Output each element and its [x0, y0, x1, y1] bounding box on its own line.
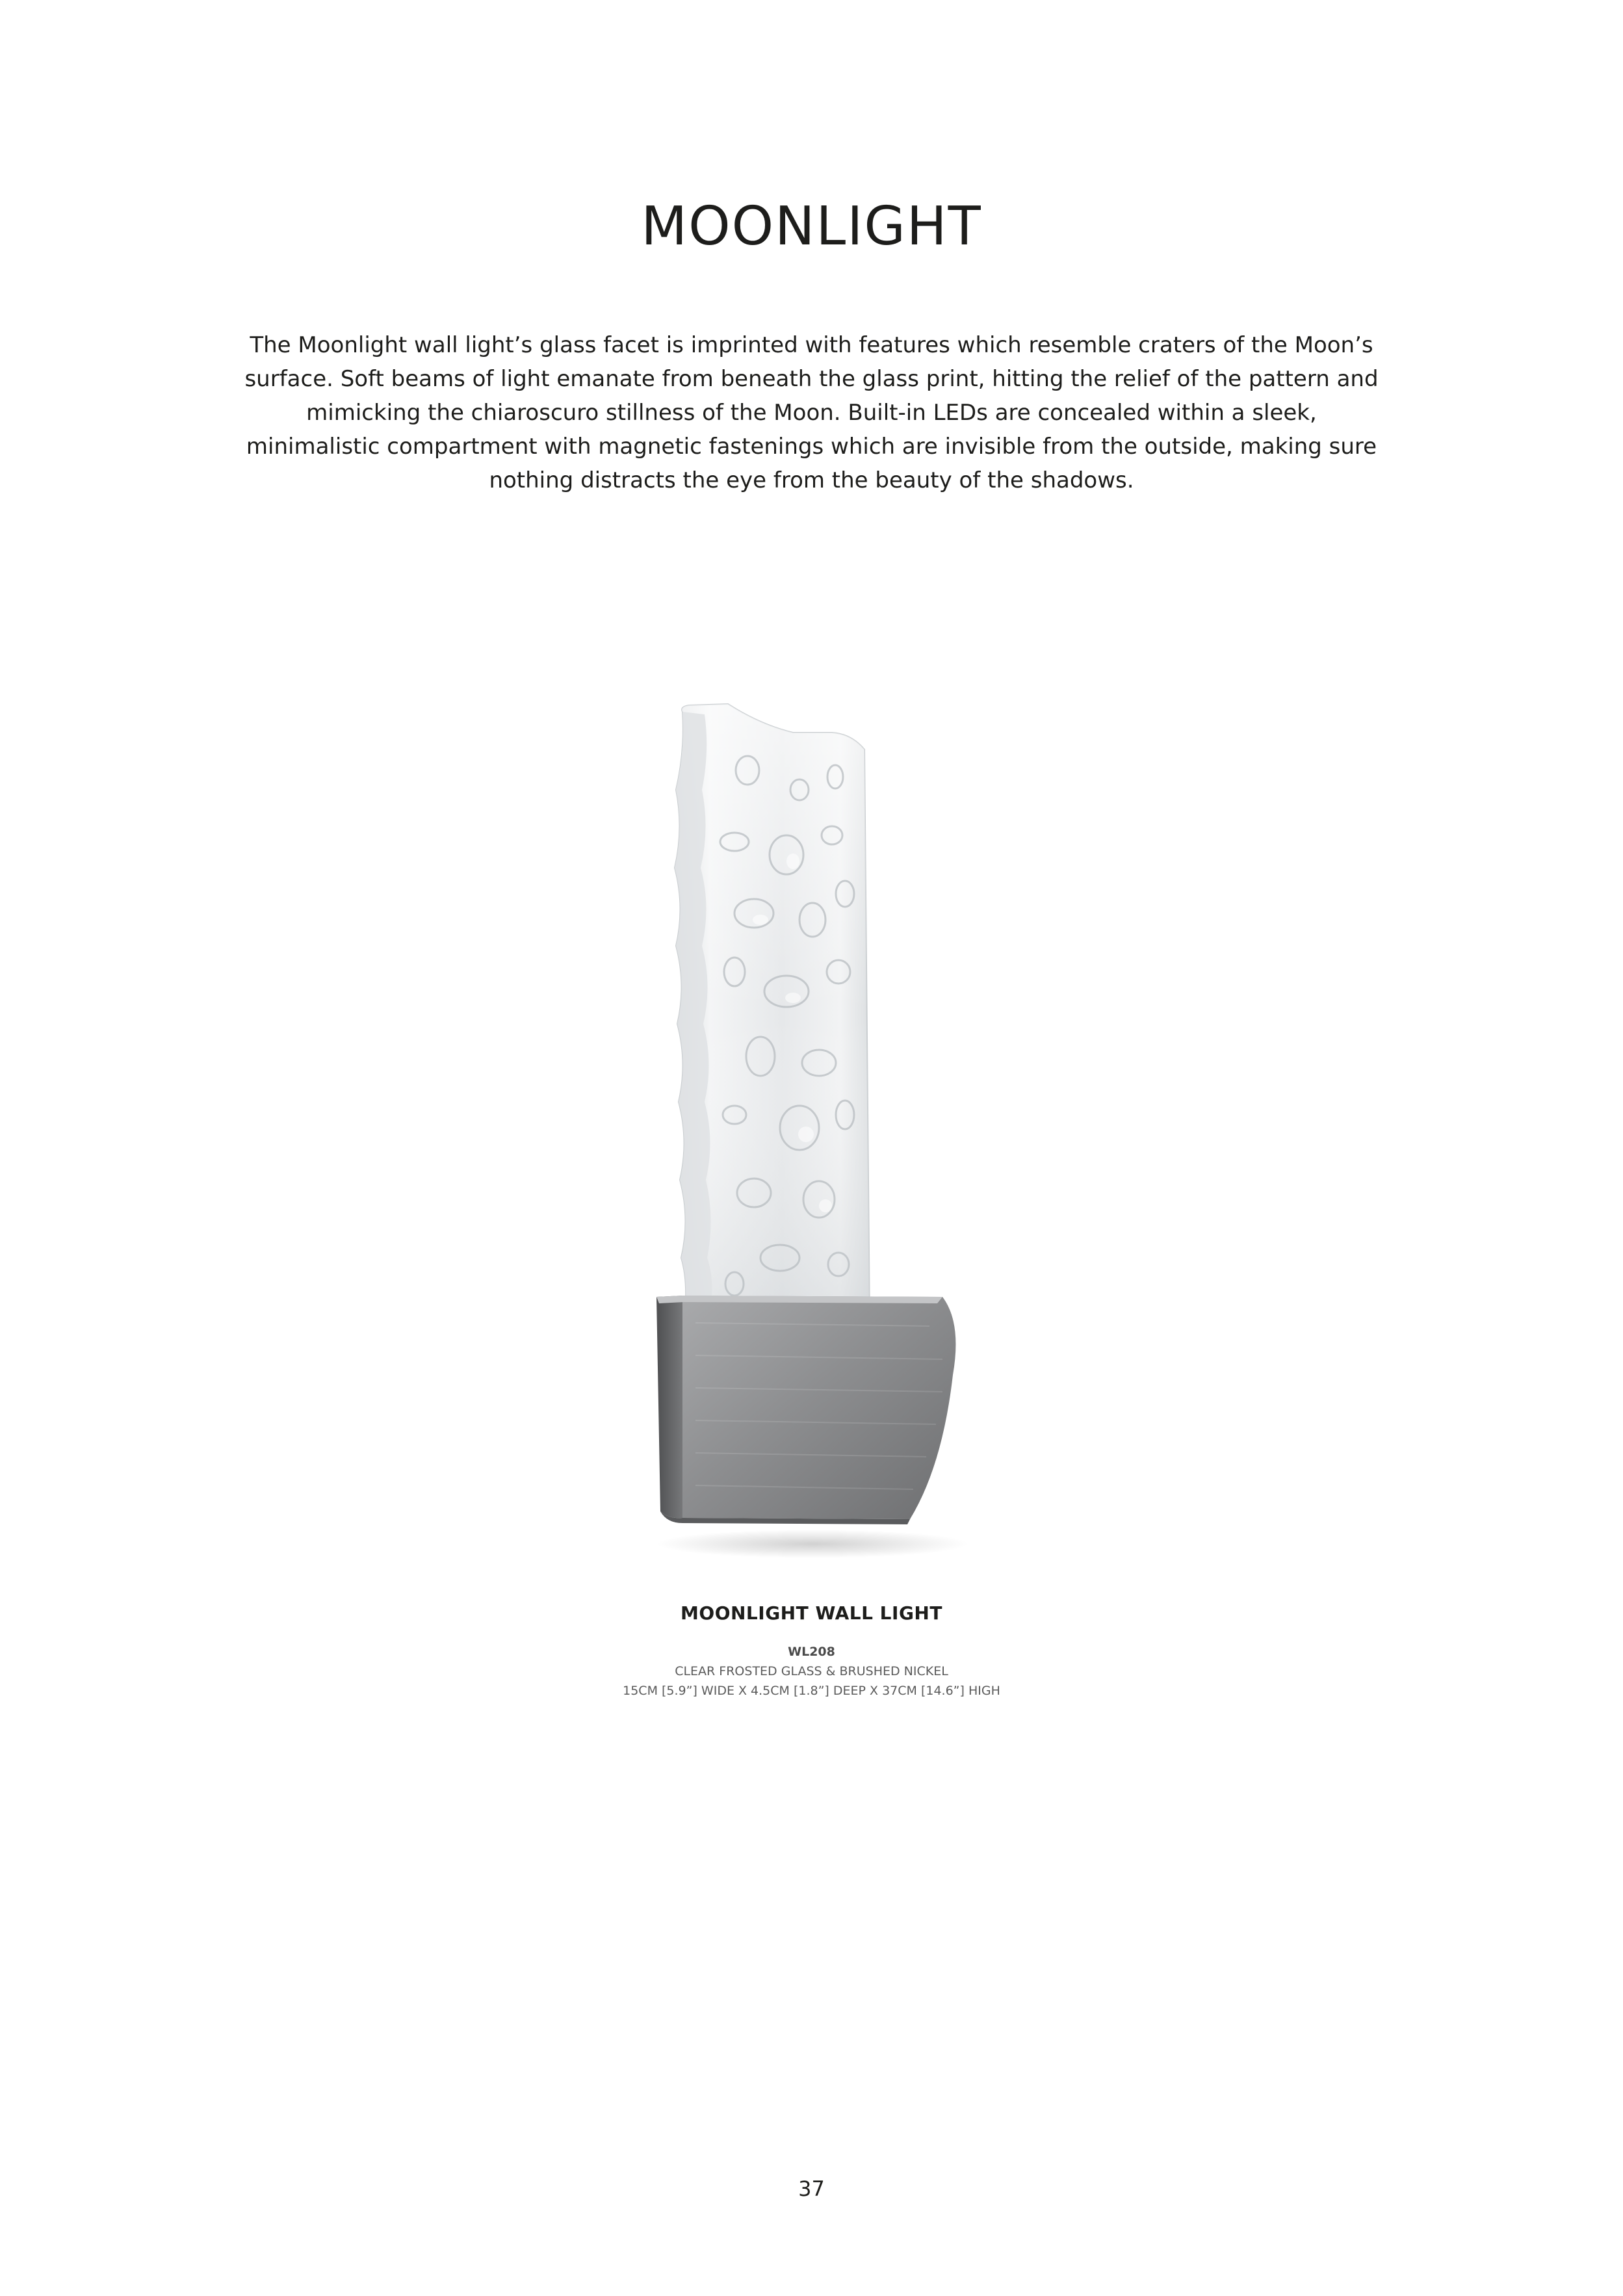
- frosted-glass-panel: [675, 704, 870, 1323]
- product-image: [637, 699, 1001, 1563]
- brushed-nickel-base: [656, 1296, 955, 1524]
- product-code: WL208: [788, 1645, 835, 1659]
- product-dimensions: 15CM [5.9”] WIDE X 4.5CM [1.8”] DEEP X 37CM [14.6”] HIGH: [623, 1684, 1000, 1698]
- product-material: CLEAR FROSTED GLASS & BRUSHED NICKEL: [675, 1664, 948, 1678]
- product-caption: [0, 1602, 1623, 1701]
- product-name: MOONLIGHT WALL LIGHT: [681, 1602, 942, 1624]
- page-number: 37: [798, 2176, 825, 2201]
- product-description: The Moonlight wall light’s glass facet is imprinted with features which resemble craters of the Moon’s surface. Soft beams of light emanate from beneath the glass print, hitting the relief of the pattern and mimicking the chiaroscuro stillness of the Moon. Built-in LEDs are concealed within a sleek, minimalistic compartment with magnetic fastenings which are invisible from the outside, making sure nothing distracts the eye from the beauty of the shadows.: [244, 332, 1379, 493]
- page-title: MOONLIGHT: [641, 196, 982, 257]
